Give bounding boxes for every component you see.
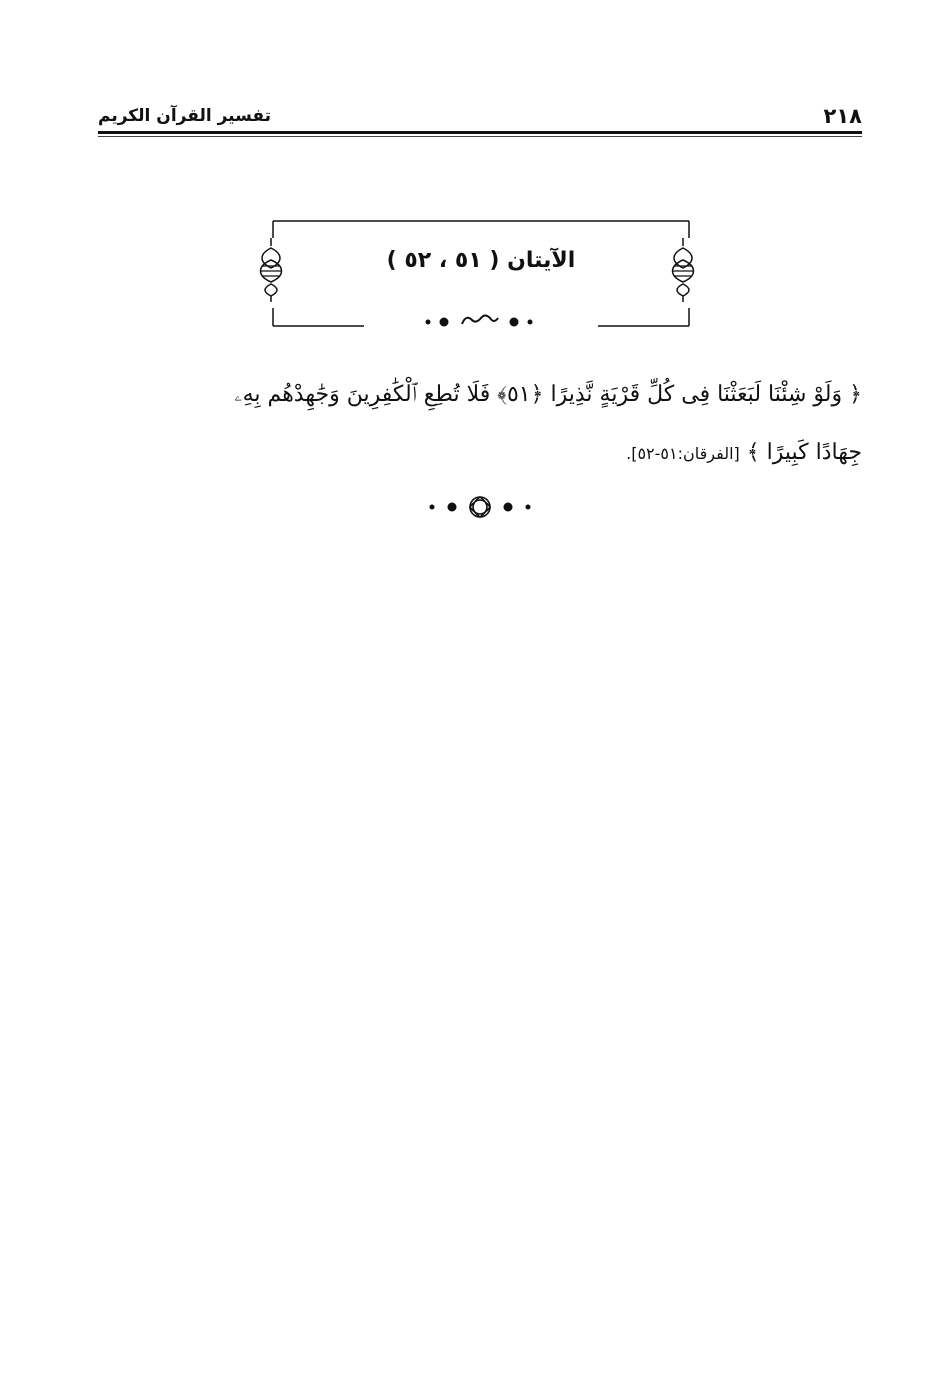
end-divider-ornament	[420, 490, 540, 524]
book-title: تفسير القرآن الكريم	[98, 106, 272, 126]
verse-line-2	[98, 424, 862, 483]
right-knot-ornament	[668, 238, 698, 302]
verse-line-2-text: جِهَادًا كَبِيرًا ﴾	[746, 440, 862, 465]
left-knot-ornament	[256, 238, 286, 302]
frame-lines	[272, 220, 690, 328]
quran-verse	[98, 366, 862, 483]
header-rule-thin	[98, 136, 862, 137]
header-rule	[98, 131, 862, 134]
heading-divider-ornament	[426, 316, 533, 327]
page-number: ٢١٨	[823, 104, 862, 128]
running-header	[98, 100, 862, 130]
section-heading: الآيتان ( ٥١ ، ٥٢ )	[386, 248, 576, 273]
verse-citation: [الفرقان:٥١-٥٢].	[626, 444, 740, 463]
verse-line-1: ﴿ وَلَوْ شِئْنَا لَبَعَثْنَا فِى كُلِّ قَرْيَةٍ نَّذِيرًا ﴿٥١﴾ فَلَا تُطِعِ ٱلْكَٰفِرِينَ وَجَٰهِدْهُم بِهِۦ	[234, 382, 862, 407]
section-heading-frame	[272, 220, 690, 328]
